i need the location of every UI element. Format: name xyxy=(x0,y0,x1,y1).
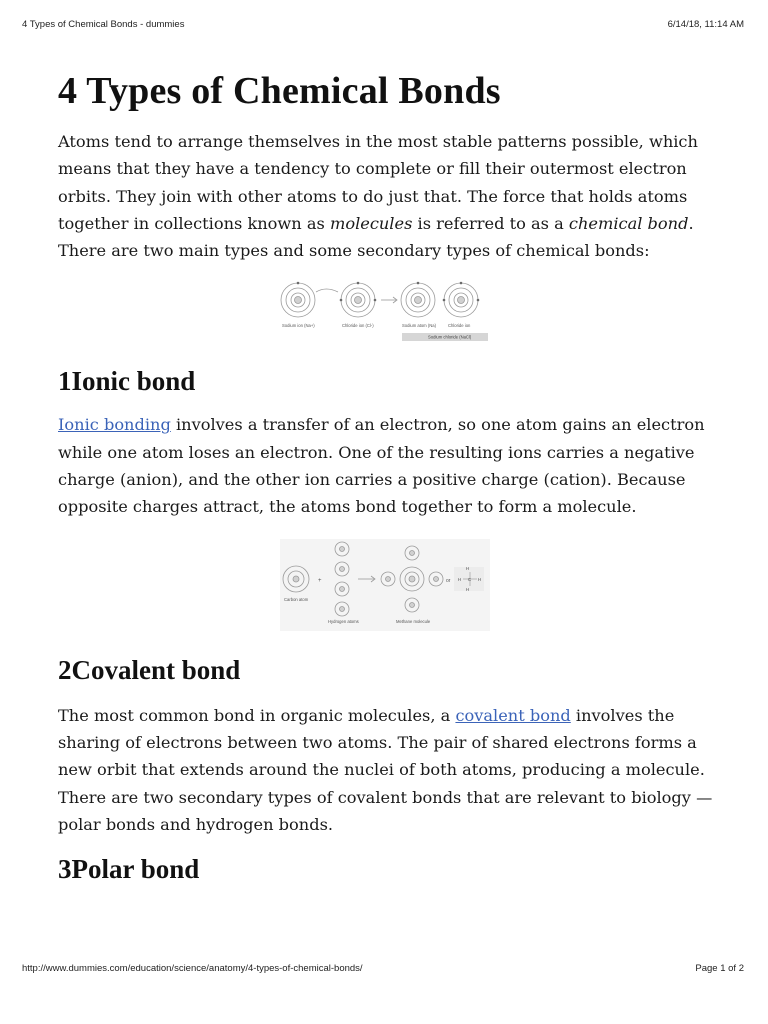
fig2-label-0: Carbon atom xyxy=(284,596,309,602)
print-header xyxy=(22,19,744,33)
intro-paragraph xyxy=(58,128,718,264)
fig1-label-0: Sodium ion (Na+) xyxy=(282,323,315,329)
fig2-or: or xyxy=(446,577,451,584)
heading-polar-bond: 3Polar bond xyxy=(58,854,200,885)
chloride-ion-atom-icon xyxy=(341,283,375,317)
covalent-bond-link[interactable]: covalent bond xyxy=(455,705,571,725)
print-header-title: 4 Types of Chemical Bonds - dummies xyxy=(22,19,185,30)
covalent-body-after: involves the sharing of electrons between two atoms. The pair of shared electrons forms a new orbit that extends around the nuclei of both atoms, producing a molecule. There are two secondary types of covalent bonds that are relevant to biology — polar bonds and hydrogen bonds. xyxy=(58,705,713,834)
print-footer-url: http://www.dummies.com/education/science/anatomy/4-types-of-chemical-bonds/ xyxy=(22,963,363,974)
intro-text-1: Atoms tend to arrange themselves in the most stable patterns possible, which means that they have a tendency to complete or fill their outermost electron orbits. They join with other atoms to do just that. The force that holds atoms together in collections known as xyxy=(58,132,698,233)
chloride-atom-icon xyxy=(444,283,478,317)
methane-covalent-diagram xyxy=(280,539,490,631)
print-footer-page: Page 1 of 2 xyxy=(695,963,744,974)
fig2-label-1: Hydrogen atoms xyxy=(328,618,359,624)
sodium-atom-icon xyxy=(401,283,435,317)
fig1-caption: Sodium chloride (NaCl) xyxy=(428,334,472,340)
svg-text:H: H xyxy=(466,565,470,571)
svg-text:H: H xyxy=(478,576,482,582)
intro-text-2: is referred to as a xyxy=(412,213,569,233)
fig2-label-2: Methane molecule xyxy=(396,618,431,624)
fig2-plus: + xyxy=(318,577,322,584)
print-footer xyxy=(22,963,744,977)
ionic-bonding-link[interactable]: Ionic bonding xyxy=(58,415,171,435)
print-header-date: 6/14/18, 11:14 AM xyxy=(667,19,744,30)
intro-em-molecules: molecules xyxy=(329,213,413,233)
covalent-body-before: The most common bond in organic molecules, a xyxy=(58,705,456,725)
ionic-paragraph xyxy=(58,411,718,520)
fig1-label-2: Sodium atom (Na) xyxy=(402,323,436,329)
sodium-ion-atom-icon xyxy=(281,283,315,317)
ionic-body-text: involves a transfer of an electron, so one atom gains an electron while one atom loses an electron. One of the resulting ions carries a negative charge (anion), and the other ion carries a positive charge (cation). Because opposite charges attract, the atoms bond together to form a molecule. xyxy=(58,415,705,517)
intro-em-chemical-bond: chemical bond xyxy=(568,213,689,233)
fig1-label-1: Chloride ion (Cl-) xyxy=(342,323,374,329)
covalent-paragraph xyxy=(58,702,718,838)
heading-covalent-bond: 2Covalent bond xyxy=(58,654,241,685)
ionic-bond-diagram xyxy=(278,280,490,348)
article xyxy=(58,52,718,886)
heading-ionic-bond: 1Ionic bond xyxy=(58,366,196,397)
fig1-label-3: Chloride ion xyxy=(448,323,471,329)
intro-text-3: . There are two main types and some secondary types of chemical bonds: xyxy=(58,213,694,261)
svg-text:H: H xyxy=(466,586,470,592)
svg-text:C: C xyxy=(468,576,472,582)
svg-text:H: H xyxy=(458,576,462,582)
page-title: 4 Types of Chemical Bonds xyxy=(58,70,501,112)
